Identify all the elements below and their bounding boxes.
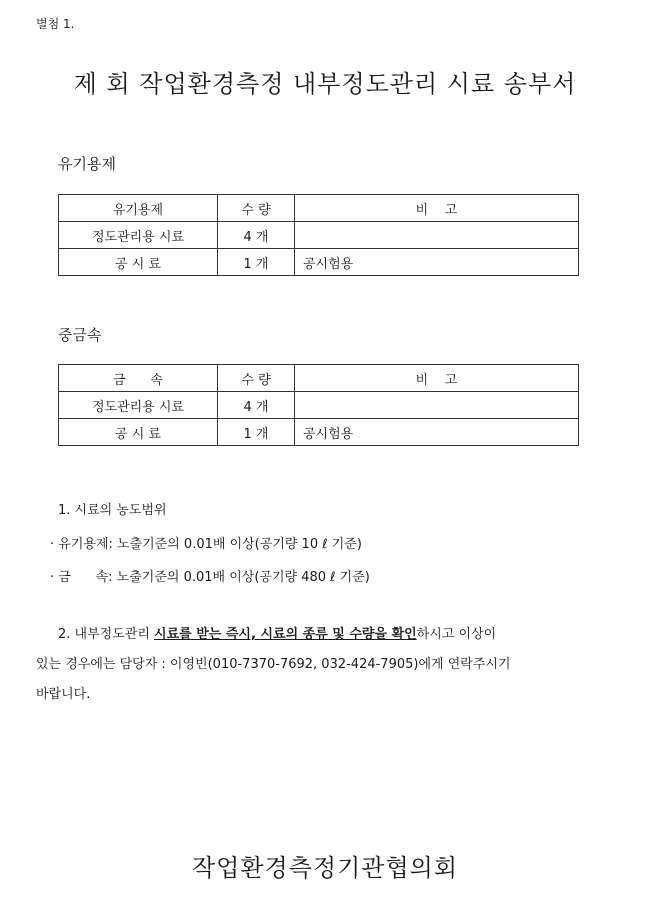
header-cell: 수 량 bbox=[218, 195, 295, 222]
table-row bbox=[59, 249, 579, 276]
header-cell: 비 고 bbox=[295, 365, 579, 392]
table-cell: 공 시 료 bbox=[59, 419, 218, 446]
table-cell: 4 개 bbox=[218, 222, 295, 249]
note-line-1 bbox=[36, 620, 586, 650]
section-label-organic: 유기용제 bbox=[58, 155, 116, 173]
metal-table bbox=[58, 364, 579, 446]
table-cell: 1 개 bbox=[218, 419, 295, 446]
table-cell: 정도관리용 시료 bbox=[59, 222, 218, 249]
note-emphasis: 시료를 받는 즉시, 시료의 종류 및 수량을 확인 bbox=[154, 627, 417, 642]
note-line-3: 바랍니다. bbox=[36, 687, 91, 702]
header-cell: 유기용제 bbox=[59, 195, 218, 222]
attachment-label: 별첨 1. bbox=[36, 17, 75, 31]
table-header-row bbox=[59, 195, 579, 222]
range-metal-line: · 금 속: 노출기준의 0.01배 이상(공기량 480 ℓ 기준) bbox=[50, 570, 370, 585]
document-title: 제 회 작업환경측정 내부정도관리 시료 송부서 bbox=[73, 70, 577, 98]
organic-table bbox=[58, 194, 579, 276]
table-row bbox=[59, 419, 579, 446]
header-cell: 금 속 bbox=[59, 365, 218, 392]
range-heading: 1. 시료의 농도범위 bbox=[58, 503, 167, 518]
header-cell: 비 고 bbox=[295, 195, 579, 222]
note-paragraph bbox=[36, 620, 586, 710]
note-line-2: 있는 경우에는 담당자 : 이영빈(010-7370-7692, 032-424-7905)에게 연락주시기 bbox=[36, 657, 511, 672]
section-label-metal: 중금속 bbox=[58, 326, 102, 344]
note-suffix: 하시고 이상이 bbox=[416, 627, 497, 642]
table-cell bbox=[295, 392, 579, 419]
table-cell bbox=[295, 222, 579, 249]
table-header-row bbox=[59, 365, 579, 392]
table-cell: 공시험용 bbox=[295, 419, 579, 446]
note-prefix: 2. 내부정도관리 bbox=[58, 627, 155, 642]
table-cell: 정도관리용 시료 bbox=[59, 392, 218, 419]
table-row bbox=[59, 222, 579, 249]
header-cell: 수 량 bbox=[218, 365, 295, 392]
footer-organization: 작업환경측정기관협의회 bbox=[191, 854, 459, 882]
table-cell: 공시험용 bbox=[295, 249, 579, 276]
table-row bbox=[59, 392, 579, 419]
table-cell: 1 개 bbox=[218, 249, 295, 276]
range-organic-line: · 유기용제: 노출기준의 0.01배 이상(공기량 10 ℓ 기준) bbox=[50, 537, 362, 552]
table-cell: 4 개 bbox=[218, 392, 295, 419]
table-cell: 공 시 료 bbox=[59, 249, 218, 276]
